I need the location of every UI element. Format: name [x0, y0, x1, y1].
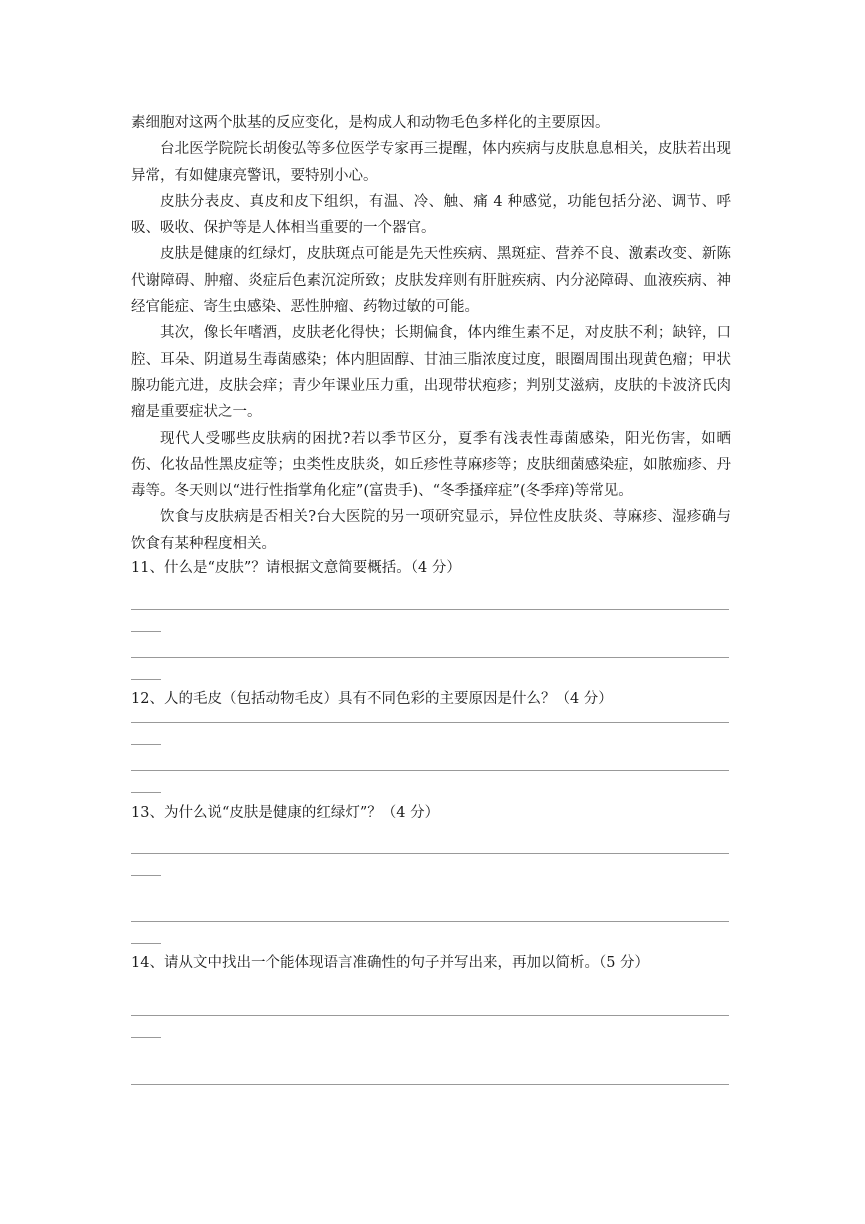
question-12 [131, 688, 731, 802]
answer-line[interactable] [131, 1084, 729, 1085]
paragraph-diet-relation: 饮食与皮肤病是否相关?台大医院的另一项研究显示，异位性皮肤炎、荨麻疹、湿疹确与饮食有某种程度相关。 [131, 509, 731, 552]
question-13 [131, 802, 731, 952]
paragraph-seasonal-diseases: 现代人受哪些皮肤病的困扰?若以季节区分，夏季有浅表性毒菌感染，阳光伤害，如晒伤、化妆品性黑皮症等；虫类性皮肤炎，如丘疹性荨麻疹等；皮肤细菌感染症，如脓痂疹、丹毒等。冬天则以“进行性指掌角化症”(富贵手)、“冬季搔痒症”(冬季痒)等常见。 [131, 430, 731, 500]
question-14 [131, 952, 731, 1085]
paragraph-skin-structure: 皮肤分表皮、真皮和皮下组织，有温、冷、触、痛 4 种感觉，功能包括分泌、调节、呼吸、吸收、保护等是人体相当重要的一个器官。 [131, 193, 731, 237]
question-12-text: 12、人的毛皮（包括动物毛皮）具有不同色彩的主要原因是什么？（4 分） [131, 691, 613, 708]
document-page [131, 110, 731, 1085]
paragraph-expert-warning: 台北医学院院长胡俊弘等多位医学专家再三提醒，体内疾病与皮肤息息相关，皮肤若出现异常，有如健康亮警讯，要特别小心。 [131, 141, 731, 184]
question-13-text: 13、为什么说“皮肤是健康的红绿灯”？（4 分） [131, 805, 440, 822]
question-11 [131, 557, 731, 688]
question-11-text: 11、什么是“皮肤”？请根据文意简要概括。（4 分） [131, 560, 461, 577]
paragraph-health-indicator: 皮肤是健康的红绿灯，皮肤斑点可能是先天性疾病、黑斑症、营养不良、激素改变、新陈代谢障碍、肿瘤、炎症后色素沉淀所致；皮肤发痒则有肝脏疾病、内分泌障碍、血液疾病、神经官能症、寄生虫感染、恶性肿瘤、药物过敏的可能。 [131, 246, 731, 316]
question-14-text: 14、请从文中找出一个能体现语言准确性的句子并写出来，再加以简析。（5 分） [131, 955, 650, 972]
paragraph-continuation: 素细胞对这两个肽基的反应变化，是构成人和动物毛色多样化的主要原因。 [131, 115, 610, 131]
paragraph-lifestyle-effects: 其次，像长年嗜酒，皮肤老化得快；长期偏食，体内维生素不足，对皮肤不利；缺锌，口腔、耳朵、阴道易生毒菌感染；体内胆固醇、甘油三脂浓度过度，眼圈周围出现黄色瘤；甲状腺功能亢进，皮肤会痒；青少年课业压力重，出现带状疱疹；判别艾滋病，皮肤的卡波济氏肉瘤是重要症状之一。 [131, 325, 731, 421]
